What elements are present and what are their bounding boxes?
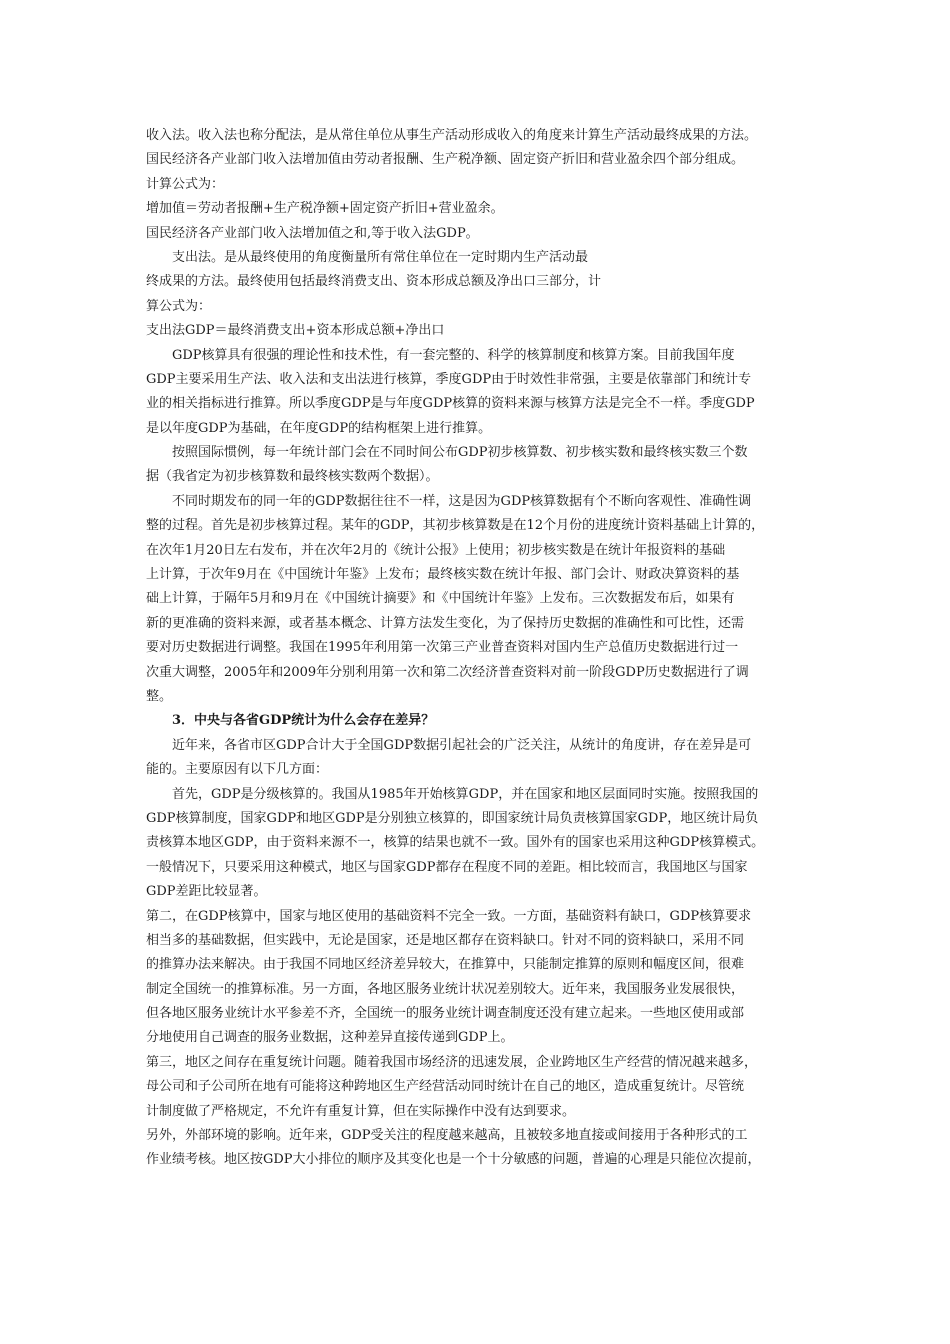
text-line: 分地使用自己调查的服务业数据，这种差异直接传递到GDP上。 xyxy=(146,1030,514,1046)
text-line: 国民经济各产业部门收入法增加值之和,等于收入法GDP。 xyxy=(146,225,479,241)
text-line: 上计算，于次年9月在《中国统计年鉴》上发布；最终核实数在统计年报、部门会计、财政决算资料的基 xyxy=(146,567,740,583)
text-line: 能的。主要原因有以下几方面： xyxy=(146,762,329,778)
text-line: 作业绩考核。地区按GDP大小排位的顺序及其变化也是一个十分敏感的问题，普遍的心理是只能位次提前， xyxy=(146,1152,761,1168)
text-line: 按照国际惯例，每一年统计部门会在不同时间公布GDP初步核算数、初步核实数和最终核实数三个数 xyxy=(172,445,748,461)
text-line: 的推算办法来解决。由于我国不同地区经济差异较大，在推算中，只能制定推算的原则和幅度区间，很难 xyxy=(146,957,745,973)
text-line: 整的过程。首先是初步核算过程。某年的GDP，其初步核算数是在12个月份的进度统计资料基础上计算的， xyxy=(146,518,765,534)
text-line: 责核算本地区GDP，由于资料来源不一，核算的结果也就不一致。国外有的国家也采用这种GDP核算模式。 xyxy=(146,835,765,851)
text-line: 但各地区服务业统计水平参差不齐，全国统一的服务业统计调查制度还没有建立起来。一些地区使用或部 xyxy=(146,1006,745,1022)
text-line: 据（我省定为初步核算数和最终核实数两个数据）。 xyxy=(146,469,439,485)
text-line: 业的相关指标进行推算。所以季度GDP是与年度GDP核算的资料来源与核算方法是完全不一样。季度GDP xyxy=(146,396,755,412)
text-line: 在次年1月20日左右发布，并在次年2月的《统计公报》上使用；初步核实数是在统计年报资料的基础 xyxy=(146,542,726,558)
text-line: GDP核算制度，国家GDP和地区GDP是分别独立核算的，即国家统计局负责核算国家GDP，地区统计局负 xyxy=(146,810,759,826)
text-line: 是以年度GDP为基础，在年度GDP的结构框架上进行推算。 xyxy=(146,420,492,436)
text-line: 整。 xyxy=(146,688,173,704)
text-line: 增加值＝劳动者报酬+生产税净额+固定资产折旧+营业盈余。 xyxy=(146,201,504,217)
section-heading: 3．中央与各省GDP统计为什么会存在差异？ xyxy=(172,713,435,729)
text-line: GDP核算具有很强的理论性和技术性，有一套完整的、科学的核算制度和核算方案。目前我国年度 xyxy=(172,347,735,363)
text-line: 计制度做了严格规定，不允许有重复计算，但在实际操作中没有达到要求。 xyxy=(146,1103,576,1119)
text-line: 计算公式为： xyxy=(146,176,225,192)
text-line: GDP差距比较显著。 xyxy=(146,884,267,900)
text-line: 次重大调整，2005年和2009年分别利用第一次和第二次经济普查资料对前一阶段GDP历史数据进行了调 xyxy=(146,664,749,680)
text-line: 不同时期发布的同一年的GDP数据往往不一样，这是因为GDP核算数据有个不断向客观性、准确性调 xyxy=(172,493,752,509)
text-line: 要对历史数据进行调整。我国在1995年利用第一次第三产业普查资料对国内生产总值历史数据进行过一 xyxy=(146,640,739,656)
text-line: 础上计算，于隔年5月和9月在《中国统计摘要》和《中国统计年鉴》上发布。三次数据发布后，如果有 xyxy=(146,591,735,607)
text-line: 支出法GDP＝最终消费支出+资本形成总额+净出口 xyxy=(146,323,445,339)
text-line: 算公式为： xyxy=(146,298,212,314)
text-line: 新的更准确的资料来源，或者基本概念、计算方法发生变化，为了保持历史数据的准确性和可比性，还需 xyxy=(146,615,745,631)
text-line: 第三，地区之间存在重复统计问题。随着我国市场经济的迅速发展，企业跨地区生产经营的情况越来越多， xyxy=(146,1054,758,1070)
document-body xyxy=(146,124,812,1197)
text-line: GDP主要采用生产法、收入法和支出法进行核算，季度GDP由于时效性非常强，主要是依靠部门和统计专 xyxy=(146,371,752,387)
text-line xyxy=(146,1173,812,1197)
text-line: 终成果的方法。最终使用包括最终消费支出、资本形成总额及净出口三部分，计 xyxy=(146,274,602,290)
text-line: 首先，GDP是分级核算的。我国从1985年开始核算GDP，并在国家和地区层面同时实施。按照我国的 xyxy=(172,786,759,802)
text-line: 一般情况下，只要采用这种模式，地区与国家GDP都存在程度不同的差距。相比较而言，我国地区与国家 xyxy=(146,859,748,875)
text-line: 母公司和子公司所在地有可能将这种跨地区生产经营活动同时统计在自己的地区，造成重复统计。尽管统 xyxy=(146,1079,745,1095)
text-line: 近年来，各省市区GDP合计大于全国GDP数据引起社会的广泛关注，从统计的角度讲，存在差异是可 xyxy=(172,737,752,753)
text-line: 收入法。收入法也称分配法，是从常住单位从事生产活动形成收入的角度来计算生产活动最终成果的方法。 xyxy=(146,128,758,143)
text-line: 另外，外部环境的影响。近年来，GDP受关注的程度越来越高，且被较多地直接或间接用于各种形式的工 xyxy=(146,1128,748,1144)
text-line: 相当多的基础数据，但实践中，无论是国家，还是地区都存在资料缺口。针对不同的资料缺口，采用不同 xyxy=(146,932,745,948)
text-line: 制定全国统一的推算标准。另一方面，各地区服务业统计状况差别较大。近年来，我国服务业发展很快， xyxy=(146,981,745,997)
text-line: 国民经济各产业部门收入法增加值由劳动者报酬、生产税净额、固定资产折旧和营业盈余四个部分组成。 xyxy=(146,152,745,168)
text-line: 支出法。是从最终使用的角度衡量所有常住单位在一定时期内生产活动最 xyxy=(172,249,589,265)
text-line: 第二，在GDP核算中，国家与地区使用的基础资料不完全一致。一方面，基础资料有缺口，GDP核算要求 xyxy=(146,908,752,924)
